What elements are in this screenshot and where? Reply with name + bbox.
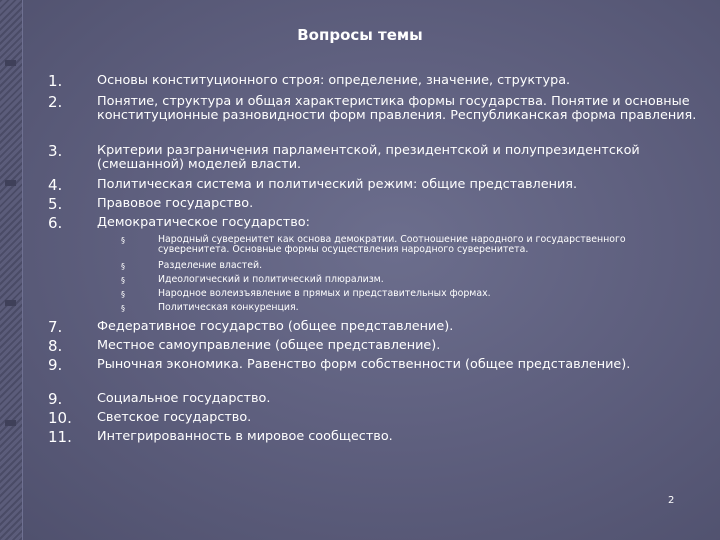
bullet-icon: § xyxy=(121,304,125,313)
item-number: 10. xyxy=(48,409,72,427)
item-number: 2. xyxy=(48,93,63,111)
item-number: 9. xyxy=(48,356,63,374)
stripe-mark xyxy=(5,420,16,426)
stripe-mark xyxy=(5,180,16,186)
bullet-icon: § xyxy=(121,236,125,245)
item-number: 4. xyxy=(48,176,63,194)
slide-title: Вопросы темы xyxy=(297,26,423,44)
item-text: Рыночная экономика. Равенство форм собственности (общее представление). xyxy=(97,357,631,372)
bullet-icon: § xyxy=(121,276,125,285)
sub-item-text: Идеологический и политический плюрализм. xyxy=(158,274,384,285)
sub-item-text: Народное волеизъявление в прямых и представительных формах. xyxy=(158,288,491,299)
item-number: 7. xyxy=(48,318,63,336)
item-text: Политическая система и политический режим: общие представления. xyxy=(97,177,578,192)
sub-item-text: Политическая конкуренция. xyxy=(158,302,299,313)
item-text: Интегрированность в мировое сообщество. xyxy=(97,429,393,444)
item-text: Правовое государство. xyxy=(97,196,254,211)
sub-item-text: Разделение властей. xyxy=(158,260,263,271)
item-number: 8. xyxy=(48,337,63,355)
item-text: Светское государство. xyxy=(97,410,252,425)
stripe-mark xyxy=(5,300,16,306)
item-text: Демократическое государство: xyxy=(97,215,310,230)
item-number: 11. xyxy=(48,428,72,446)
decorative-left-stripe xyxy=(0,0,23,540)
item-text: Федеративное государство (общее представление). xyxy=(97,319,454,334)
item-text: Социальное государство. xyxy=(97,391,271,406)
stripe-mark xyxy=(5,60,16,66)
item-text: Местное самоуправление (общее представление). xyxy=(97,338,441,353)
item-number: 9. xyxy=(48,390,63,408)
item-number: 5. xyxy=(48,195,63,213)
bullet-icon: § xyxy=(121,262,125,271)
page-number: 2 xyxy=(668,495,675,506)
item-number: 3. xyxy=(48,142,63,160)
sub-item-text: Народный суверенитет как основа демократии. Соотношение народного и государственного суверенитета. Основные формы осуществления народного суверенитета. xyxy=(158,234,626,256)
item-text: Основы конституционного строя: определение, значение, структура. xyxy=(97,73,571,88)
item-number: 6. xyxy=(48,214,63,232)
item-text: Понятие, структура и общая характеристика формы государства. Понятие и основные конституционные разновидности форм правления. Республиканская форма правления. xyxy=(97,94,697,123)
bullet-icon: § xyxy=(121,290,125,299)
item-text: Критерии разграничения парламентской, президентской и полупрезидентской (смешанной) моделей власти. xyxy=(97,143,640,172)
item-number: 1. xyxy=(48,72,63,90)
